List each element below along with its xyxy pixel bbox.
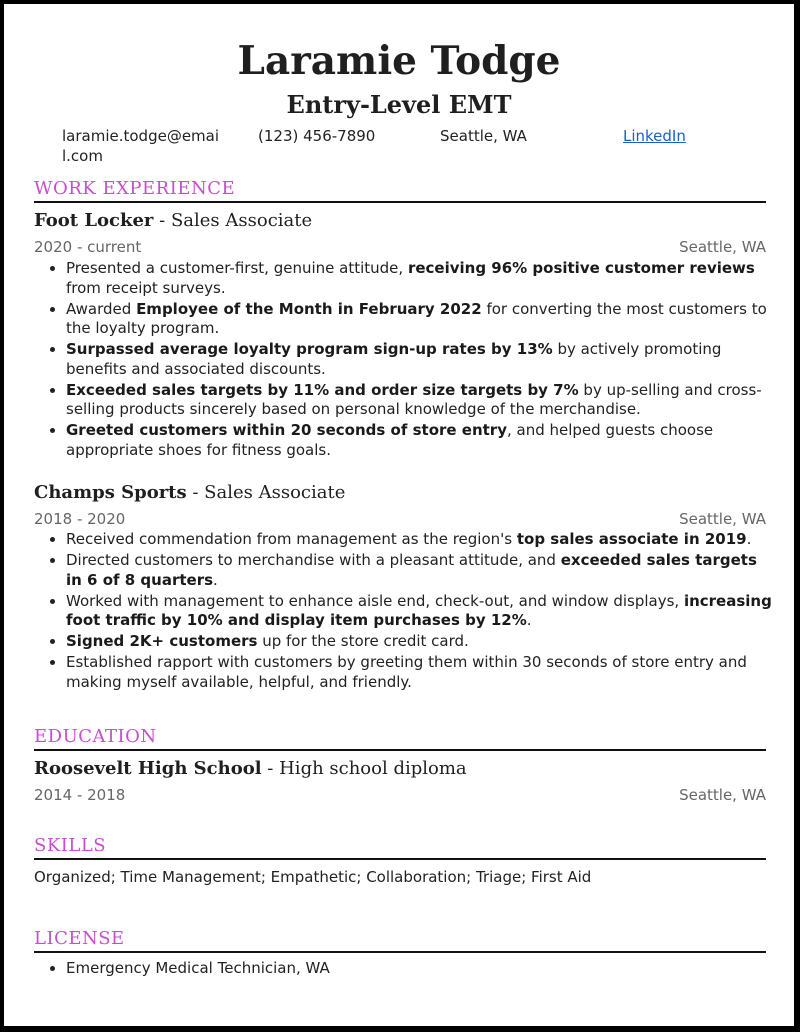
bullet-text: Awarded	[66, 299, 137, 318]
education-degree: High school diploma	[279, 758, 467, 779]
bullet-text: Directed customers to merchandise with a pleasant attitude, and	[66, 551, 561, 569]
job-company: Champs Sports	[34, 482, 187, 503]
job-position: Sales Associate	[170, 210, 313, 231]
candidate-title: Entry-Level EMT	[286, 90, 512, 119]
section-heading-work: WORK EXPERIENCE	[34, 178, 766, 203]
job-dates: 2018 - 2020	[34, 510, 126, 528]
bullet-text: .	[746, 530, 752, 548]
job-bullets	[34, 530, 774, 694]
job-bullets	[34, 259, 774, 462]
education-location: Seattle, WA	[679, 786, 766, 804]
bullet-highlight: Exceeded sales targets by 11% and order size targets by 7%	[66, 380, 579, 399]
bullet-item	[66, 592, 774, 631]
contact-phone: (123) 456-7890	[258, 127, 376, 145]
bullet-highlight: exceeded sales targets in 6 of 8 quarters	[66, 551, 757, 589]
section-heading-skills: SKILLS	[34, 835, 766, 860]
bullet-item	[66, 421, 774, 460]
bullet-highlight: Surpassed average loyalty program sign-up rates by 13%	[66, 340, 553, 358]
bullet-text: Established rapport with customers by greeting them within 30 seconds of store entry and making myself available, helpful, and friendly.	[66, 653, 747, 691]
contact-location: Seattle, WA	[440, 127, 527, 145]
education-school: Roosevelt High School	[34, 758, 262, 779]
bullet-text: for converting the most customers to the loyalty program.	[66, 299, 767, 337]
linkedin-link[interactable]: LinkedIn	[623, 127, 686, 145]
bullet-item	[66, 632, 774, 652]
license-item: • Emergency Medical Technician, WA	[66, 959, 774, 979]
job-separator: -	[153, 210, 171, 231]
bullet-highlight: top sales associate in 2019	[516, 530, 747, 548]
section-heading-education: EDUCATION	[34, 726, 766, 751]
bullet-item	[66, 653, 774, 692]
bullet-item	[66, 381, 774, 420]
bullet-item	[66, 340, 774, 379]
bullet-item	[66, 259, 774, 298]
job-meta	[34, 510, 766, 528]
skills-list: Organized; Time Management; Empathetic; Collaboration; Triage; First Aid	[34, 868, 592, 886]
bullet-text: from receipt surveys.	[66, 278, 226, 297]
bullet-text: Worked with management to enhance aisle end, check-out, and window displays,	[66, 591, 684, 610]
section-heading-license: LICENSE	[34, 928, 766, 953]
job-location: Seattle, WA	[679, 510, 766, 528]
job-meta	[34, 238, 766, 256]
job-title-line	[34, 210, 766, 231]
bullet-highlight: receiving 96% positive customer reviews	[407, 259, 755, 277]
bullet-text: , and helped guests choose appropriate shoes for fitness goals.	[66, 421, 714, 459]
resume-page	[4, 4, 794, 1026]
bullet-text: by actively promoting benefits and associated discounts.	[66, 340, 722, 378]
job-separator: -	[186, 482, 205, 503]
job-title-line	[34, 482, 766, 503]
bullet-text: up for the store credit card.	[257, 632, 469, 650]
bullet-text: .	[213, 570, 218, 589]
bullet-text: Presented a customer-first, genuine attitude,	[66, 259, 408, 277]
job-position: Sales Associate	[204, 482, 346, 503]
education-title-line	[34, 758, 766, 779]
bullet-text: Received commendation from management as the region's	[66, 530, 517, 548]
bullet-highlight: Greeted customers within 20 seconds of store entry	[66, 421, 507, 439]
education-dates: 2014 - 2018	[34, 786, 126, 804]
bullet-item	[66, 551, 774, 590]
bullet-text: by up-selling and cross-selling products sincerely based on personal knowledge of the merchandise.	[66, 380, 762, 418]
bullet-item	[66, 300, 774, 339]
bullet-highlight: Signed 2K+ customers	[66, 632, 258, 650]
bullet-text: .	[526, 611, 532, 629]
job-location: Seattle, WA	[679, 238, 766, 256]
contact-email[interactable]: laramie.todge@email.com	[62, 127, 220, 165]
job-company: Foot Locker	[34, 210, 154, 231]
education-meta	[34, 786, 766, 804]
candidate-name: Laramie Todge	[237, 38, 561, 84]
bullet-highlight: increasing foot traffic by 10% and display item purchases by 12%	[66, 591, 772, 629]
bullet-item	[66, 530, 774, 550]
job-dates: 2020 - current	[34, 238, 142, 256]
education-separator: -	[261, 758, 280, 779]
bullet-highlight: Employee of the Month in February 2022	[136, 299, 482, 318]
license-list	[34, 959, 774, 980]
